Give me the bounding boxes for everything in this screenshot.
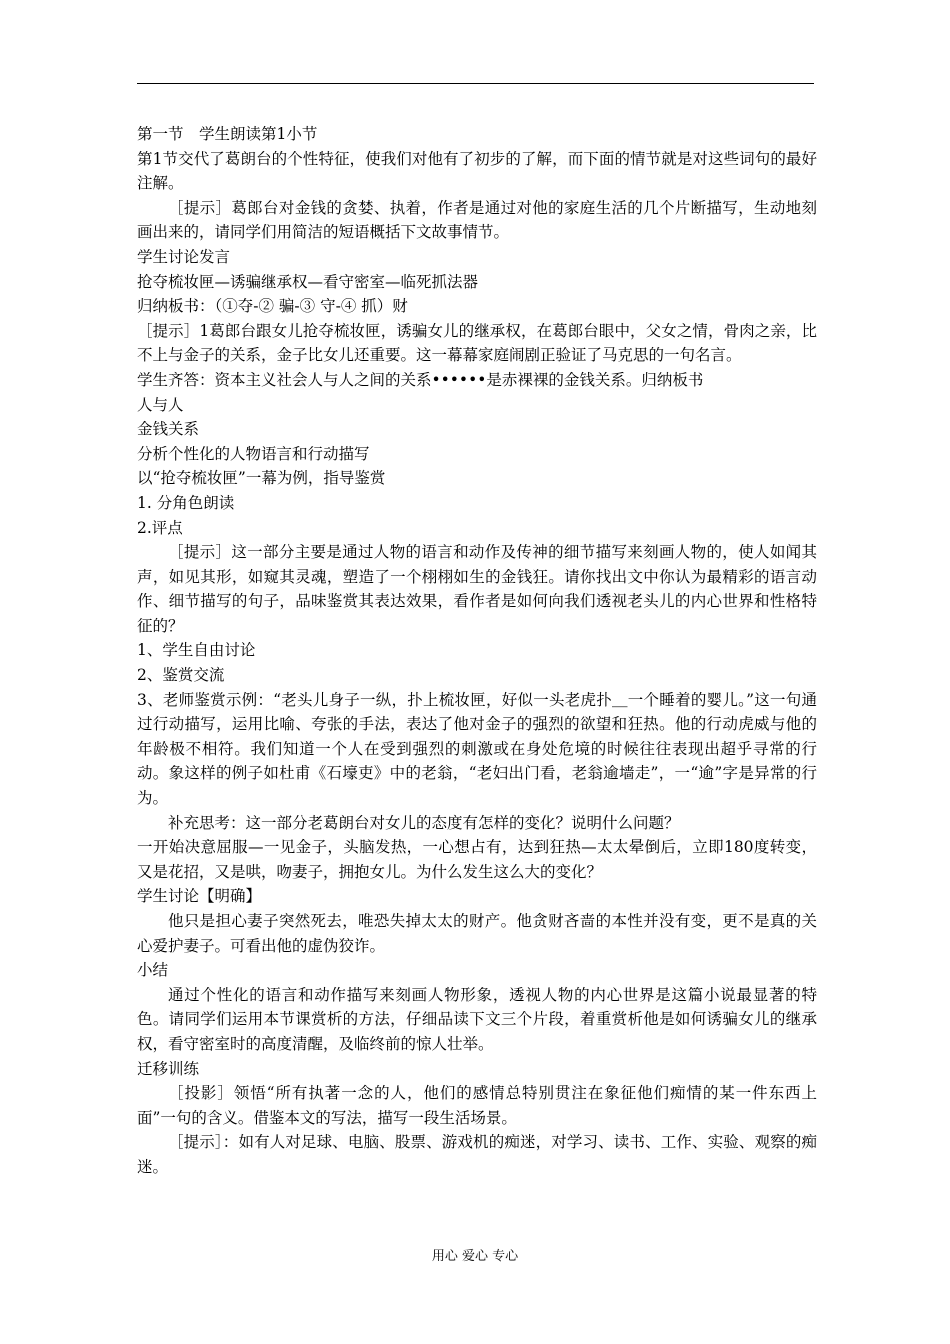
paragraph: ［提示］1葛郎台跟女儿抢夺梳妆匣，诱骗女儿的继承权，在葛郎台眼中，父女之情，骨肉之亲，比不上与金子的关系，金子比女儿还重要。这一幕幕家庭闹剧正验证了马克思的一句名言。	[137, 321, 817, 365]
paragraph: 抢夺梳妆匣—诱骗继承权—看守密室—临死抓法器	[137, 272, 479, 291]
paragraph: 通过个性化的语言和动作描写来刻画人物形象，透视人物的内心世界是这篇小说最显著的特色。请同学们运用本节课赏析的方法，仔细品读下文三个片段，着重赏析他是如何诱骗女儿的继承权，看守密室时的高度清醒，及临终前的惊人壮举。	[137, 985, 817, 1053]
paragraph: 小结	[137, 961, 169, 980]
paragraph: 补充思考：这一部分老葛朗台对女儿的态度有怎样的变化？说明什么问题？	[168, 813, 680, 832]
header-rule	[137, 83, 814, 84]
paragraph: 2、鉴赏交流	[137, 666, 225, 685]
paragraph: 第一节 学生朗读第1小节	[137, 125, 318, 143]
document-body	[137, 122, 817, 1180]
paragraph: 以“抢夺梳妆匣”一幕为例，指导鉴赏	[137, 469, 386, 488]
paragraph: 金钱关系	[137, 420, 200, 439]
paragraph: 迁移训练	[137, 1059, 200, 1078]
paragraph: 他只是担心妻子突然死去，唯恐失掉太太的财产。他贪财吝啬的本性并没有变，更不是真的关心爱护妻子。可看出他的虚伪狡诈。	[137, 912, 817, 955]
paragraph: 学生讨论【明确】	[137, 887, 262, 906]
paragraph: 1、学生自由讨论	[137, 641, 256, 660]
paragraph: 3、老师鉴赏示例：“老头儿身子一纵，扑上梳妆匣，好似一头老虎扑＿一个睡着的婴儿。”这一句通过行动描写，运用比喻、夸张的手法，表达了他对金子的强烈的欲望和狂热。他的行动虎威与他的年龄极不相符。我们知道一个人在受到强烈的刺激或在身处危境的时候往往表现出超乎寻常的行动。象这样的例子如杜甫《石壕吏》中的老翁，“老妇出门看，老翁逾墙走”，一“逾”字是异常的行为。	[137, 690, 817, 808]
paragraph: 归纳板书：（①夺-② 骗-③ 守-④ 抓）财	[137, 297, 408, 316]
page-footer: 用心 爱心 专心	[431, 1249, 519, 1264]
paragraph: 一开始决意屈服—一见金子，头脑发热，一心想占有，达到狂热—太太晕倒后，立即180度转变，又是花招，又是哄，吻妻子，拥抱女儿。为什么发生这么大的变化？	[137, 838, 817, 881]
paragraph: 第1节交代了葛朗台的个性特征，使我们对他有了初步的了解，而下面的情节就是对这些词句的最好注解。	[137, 149, 817, 193]
paragraph: ［投影］领悟“所有执著一念的人，他们的感情总特别贯注在象征他们痴情的某一件东西上面”一句的含义。借鉴本文的写法，描写一段生活场景。	[137, 1084, 817, 1127]
paragraph: 2.评点	[137, 518, 183, 537]
paragraph: ［提示］葛郎台对金钱的贪婪、执着，作者是通过对他的家庭生活的几个片断描写，生动地刻画出来的，请同学们用简洁的短语概括下文故事情节。	[137, 198, 817, 242]
paragraph: ［提示］：如有人对足球、电脑、股票、游戏机的痴迷，对学习、读书、工作、实验、观察的痴迷。	[137, 1133, 817, 1176]
paragraph: 学生齐答：资本主义社会人与人之间的关系••••••是赤裸裸的金钱关系。归纳板书	[137, 370, 704, 389]
paragraph: 1. 分角色朗读	[137, 493, 235, 512]
paragraph: ［提示］这一部分主要是通过人物的语言和动作及传神的细节描写来刻画人物的，使人如闻其声，如见其形，如窥其灵魂，塑造了一个栩栩如生的金钱狂。请你找出文中你认为最精彩的语言动作、细节描写的句子，品味鉴赏其表达效果，看作者是如何向我们透视老头儿的内心世界和性格特征的？	[137, 543, 817, 635]
paragraph: 分析个性化的人物语言和行动描写	[137, 444, 370, 463]
paragraph: 学生讨论发言	[137, 247, 231, 266]
paragraph: 人与人	[137, 395, 184, 414]
